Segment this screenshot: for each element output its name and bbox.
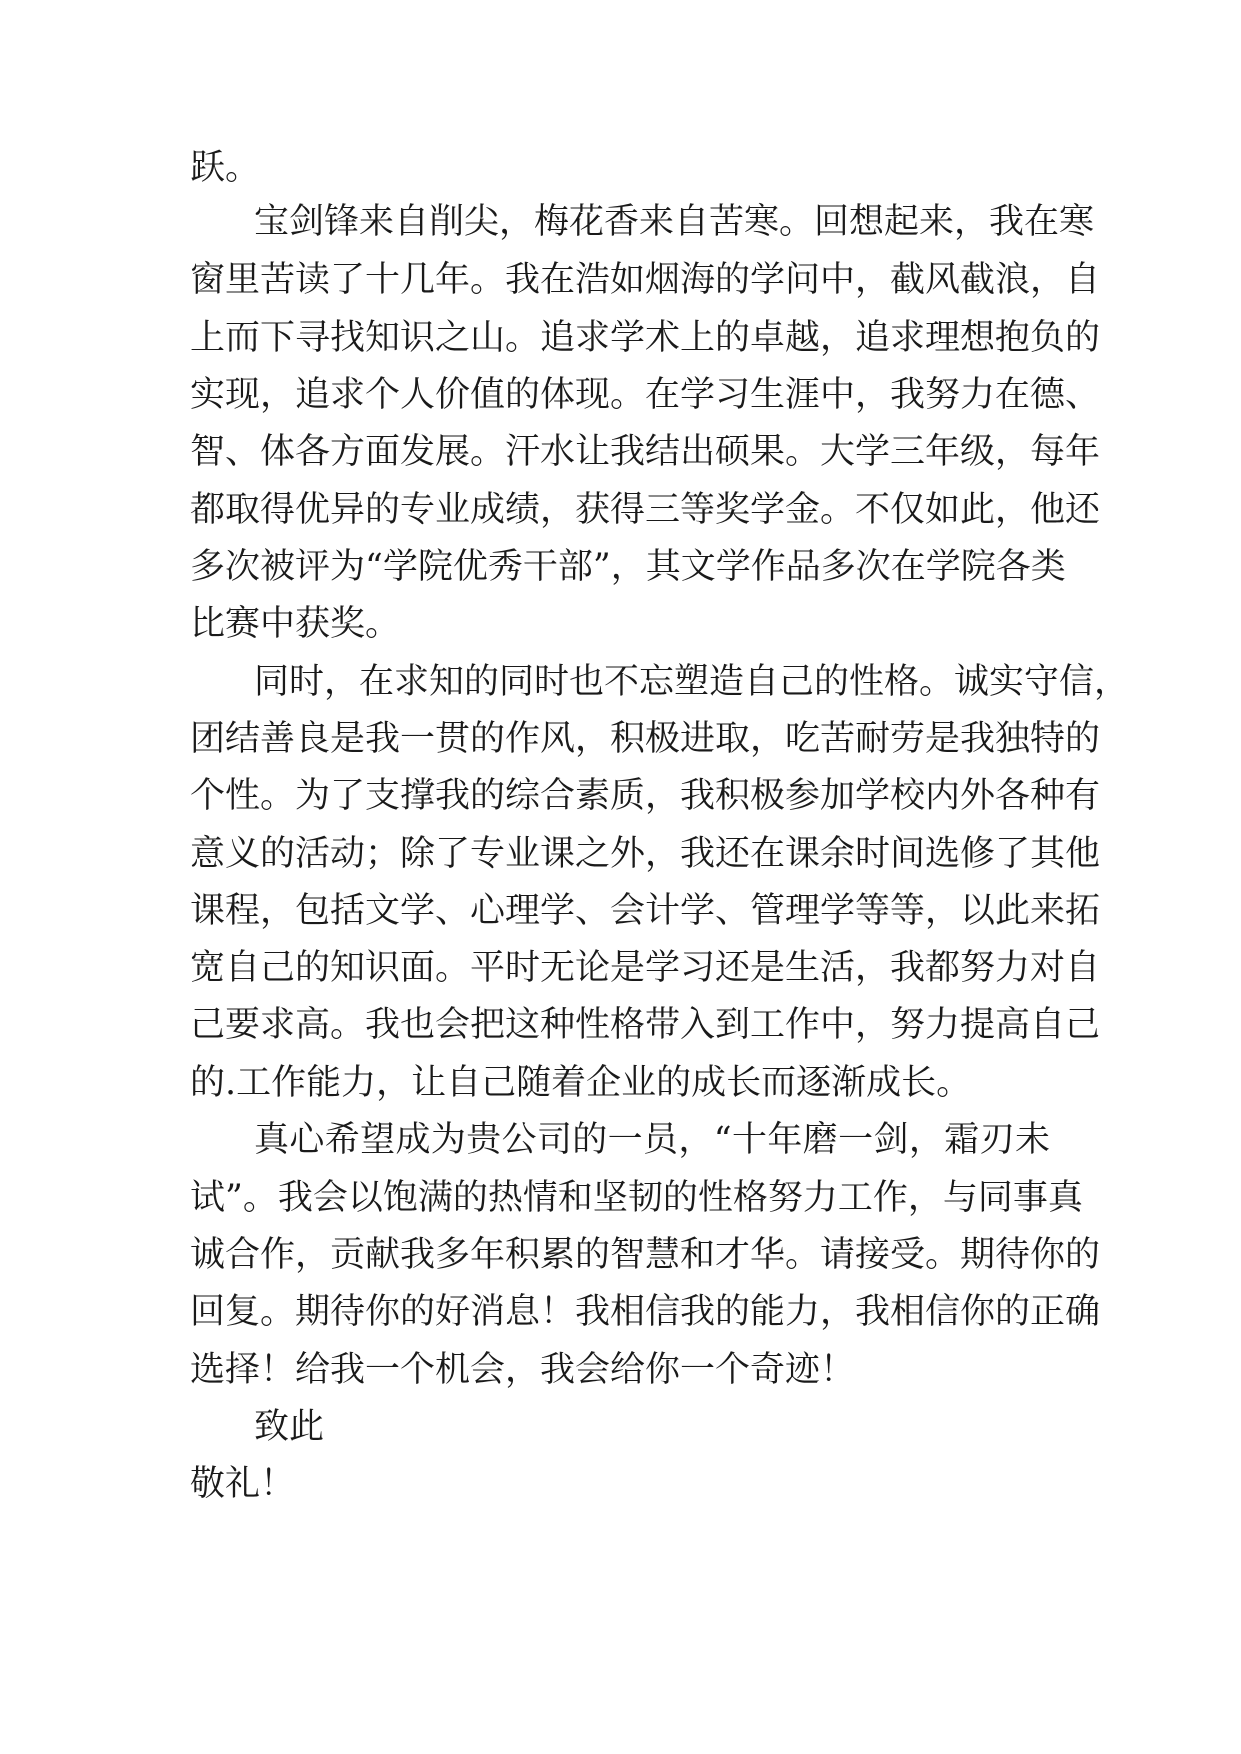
text-line-16: 己要求高。我也会把这种性格带入到工作中，努力提高自己 xyxy=(190,1005,1101,1045)
text-line-11: 团结善良是我一贯的作风，积极进取，吃苦耐劳是我独特的 xyxy=(190,719,1101,759)
text-line-4: 上而下寻找知识之山。追求学术上的卓越，追求理想抱负的 xyxy=(190,318,1101,358)
text-line-19: 试”。我会以饱满的热情和坚韧的性格努力工作，与同事真 xyxy=(190,1178,1083,1218)
text-line-14: 课程，包括文学、心理学、会计学、管理学等等，以此来拓 xyxy=(190,891,1101,931)
text-line-8: 多次被评为“学院优秀干部”，其文学作品多次在学院各类 xyxy=(190,547,1066,587)
text-line-10: 同时，在求知的同时也不忘塑造自己的性格。诚实守信， xyxy=(254,662,1130,702)
text-line-17: 的.工作能力，让自己随着企业的成长而逐渐成长。 xyxy=(190,1063,972,1103)
text-line-18: 真心希望成为贵公司的一员，“十年磨一剑，霜刃未 xyxy=(254,1120,1050,1160)
text-line-12: 个性。为了支撑我的综合素质，我积极参加学校内外各种有 xyxy=(190,776,1101,816)
text-line-9: 比赛中获奖。 xyxy=(190,604,401,644)
text-line-3: 窗里苦读了十几年。我在浩如烟海的学问中，截风截浪，自 xyxy=(190,260,1101,300)
text-line-21: 回复。期待你的好消息！我相信我的能力，我相信你的正确 xyxy=(190,1292,1101,1332)
text-line-1: 跃。 xyxy=(190,148,261,188)
salutation: 敬礼！ xyxy=(190,1464,296,1504)
text-line-5: 实现，追求个人价值的体现。在学习生涯中，我努力在德、 xyxy=(190,375,1101,415)
closing-phrase: 致此 xyxy=(254,1407,325,1447)
text-line-13: 意义的活动；除了专业课之外，我还在课余时间选修了其他 xyxy=(190,834,1101,874)
text-line-2: 宝剑锋来自削尖，梅花香来自苦寒。回想起来，我在寒 xyxy=(254,202,1095,242)
text-line-20: 诚合作，贡献我多年积累的智慧和才华。请接受。期待你的 xyxy=(190,1235,1101,1275)
text-line-22: 选择！给我一个机会，我会给你一个奇迹！ xyxy=(190,1350,856,1390)
text-line-6: 智、体各方面发展。汗水让我结出硕果。大学三年级，每年 xyxy=(190,432,1101,472)
text-line-7: 都取得优异的专业成绩，获得三等奖学金。不仅如此，他还 xyxy=(190,490,1101,530)
text-line-15: 宽自己的知识面。平时无论是学习还是生活，我都努力对自 xyxy=(190,948,1101,988)
